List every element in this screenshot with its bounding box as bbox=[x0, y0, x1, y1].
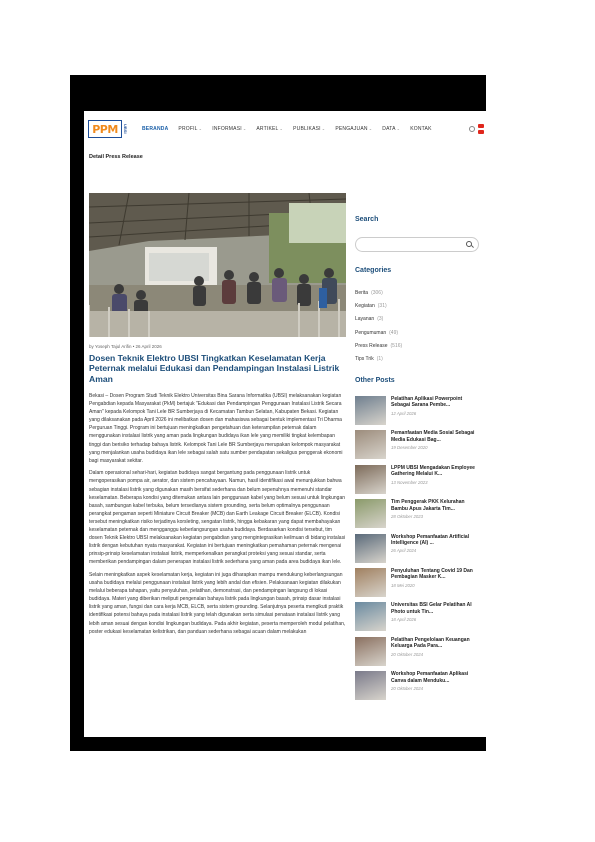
nav-item-label: DATA bbox=[382, 126, 396, 132]
main-nav bbox=[88, 117, 484, 141]
category-item[interactable] bbox=[355, 327, 479, 340]
search-icon[interactable] bbox=[466, 241, 472, 247]
category-count: (31) bbox=[377, 303, 387, 310]
category-item[interactable] bbox=[355, 300, 479, 313]
other-posts-title: Other Posts bbox=[355, 377, 395, 384]
category-name: Tips Trik bbox=[355, 355, 374, 362]
post-date: 28 Oktober 2023 bbox=[391, 513, 424, 519]
category-name: Layanan bbox=[355, 316, 375, 323]
post-thumbnail[interactable] bbox=[355, 499, 386, 528]
post-title[interactable]: LPPM UBSI Mengadakan Employee Gathering Melalui K... bbox=[391, 464, 475, 478]
category-count: (306) bbox=[371, 290, 383, 296]
post-title[interactable]: Pelatihan Pengelolaan Keuangan Keluarga Pada Para... bbox=[391, 636, 470, 650]
other-post-item[interactable] bbox=[355, 602, 481, 636]
post-info bbox=[391, 602, 481, 636]
logo-box bbox=[88, 120, 122, 138]
post-thumbnail[interactable] bbox=[355, 430, 386, 459]
post-date: 19 Desember 2020 bbox=[391, 445, 428, 451]
nav-item-label: PROFIL bbox=[178, 126, 198, 132]
category-name: Press Release bbox=[355, 342, 388, 349]
post-info bbox=[391, 568, 481, 602]
post-info bbox=[391, 534, 481, 568]
post-title[interactable]: Workshop Pemanfaatan Artificial Intelligence (AI) ... bbox=[391, 533, 470, 546]
article-paragraph: Bekasi – Dosen Program Studi Teknik Elektro Universitas Bina Sarana Informatika (UBSI) melaksanakan kegiatan Pengabdian kepada Masyarakat (PkM) bertajuk "Edukasi dan Pendampingan Penggunaan Instalasi Listrik Secara Aman" kepada Kelompok Tani Lele BR Sumberjaya di Kecamatan Tambun Selatan, Kabupaten Bekasi. Kegiatan yang dilaksanakan pada April 2026 ini melibatkan dosen dan mahasiswa sebagai bentuk implementasi Tri Dharma Perguruan Tinggi. Program ini bertujuan meningkatkan pengetahuan dan keterampilan peternak dalam menggunakan instalasi listrik yang aman pada lingkungan budidaya ikan lele yang memiliki tingkat kelembapan tinggi dan berisiko terhadap bahaya listrik. Kelompok Tani Lele BR Sumberjaya merupakan kelompok masyarakat yang menjalankan usaha budidaya ikan lele sebagai salah satu sumber pendapatan sekaligus penggerak ekonomi bagi masyarakat sekitar. bbox=[89, 393, 343, 464]
post-thumbnail[interactable] bbox=[355, 671, 386, 700]
post-info bbox=[391, 637, 481, 671]
post-title[interactable]: Pelatihan Aplikasi Powerpoint Sebagai Sarana Pembe... bbox=[391, 396, 463, 409]
youtube-icon[interactable] bbox=[478, 124, 484, 134]
search-title: Search bbox=[355, 216, 379, 223]
article-meta: by Yoseph Tajul Arifin • 26 April 2026 bbox=[89, 344, 162, 349]
post-date: 20 Oktober 2024 bbox=[391, 651, 424, 657]
post-date: 12 April 2026 bbox=[391, 410, 417, 416]
logo-sub: UBSI bbox=[123, 124, 128, 134]
post-date: 18 April 2026 bbox=[391, 617, 417, 623]
article-title: Dosen Teknik Elektro UBSI Tingkatkan Keselamatan Kerja Peternak melalui Edukasi dan Pendampingan Instalasi Listrik Aman bbox=[89, 353, 340, 384]
other-post-item[interactable] bbox=[355, 499, 481, 533]
post-thumbnail[interactable] bbox=[355, 534, 386, 563]
nav-item-profil[interactable] bbox=[178, 126, 202, 132]
nav-item-label: BERANDA bbox=[142, 126, 169, 132]
post-thumbnail[interactable] bbox=[355, 637, 386, 666]
menu bbox=[142, 126, 442, 132]
nav-item-artikel[interactable] bbox=[256, 126, 283, 132]
left-black-bar bbox=[70, 111, 84, 751]
search-icon[interactable] bbox=[469, 126, 475, 132]
chevron-down-icon: ⌄ bbox=[396, 126, 401, 131]
nav-icons bbox=[469, 124, 484, 134]
nav-item-label: INFORMASI bbox=[212, 126, 242, 132]
nav-item-publikasi[interactable] bbox=[293, 126, 325, 132]
category-count: (3) bbox=[377, 316, 384, 323]
site-logo[interactable] bbox=[88, 119, 134, 139]
post-date: 26 April 2024 bbox=[391, 548, 417, 554]
chevron-down-icon: ⌄ bbox=[321, 126, 326, 131]
post-info bbox=[391, 465, 481, 499]
post-info bbox=[391, 671, 481, 705]
article-body bbox=[89, 392, 346, 640]
category-count: (516) bbox=[390, 342, 403, 349]
logo-text: PPM bbox=[92, 122, 118, 136]
post-title[interactable]: Penyuluhan Tentang Covid 19 Dan Pembagian Masker K... bbox=[391, 567, 473, 581]
nav-item-label: ARTIKEL bbox=[256, 126, 279, 132]
nav-item-pengajuan[interactable] bbox=[335, 126, 372, 132]
post-info bbox=[391, 499, 481, 533]
category-name: Kegiatan bbox=[355, 303, 375, 310]
other-post-item[interactable] bbox=[355, 637, 481, 671]
nav-item-informasi[interactable] bbox=[212, 126, 246, 132]
category-count: (1) bbox=[376, 355, 383, 362]
article-paragraph: Dalam operasional sehari-hari, kegiatan budidaya sangat bergantung pada penggunaan listrik untuk mengoperasikan pompa air, aerator, dan sistem pencahayaan. Namun, hasil identifikasi awal menunjukkan bahwa sebagian instalasi listrik yang digunakan masih bersifat sederhana dan belum sepenuhnya memenuhi standar keselamatan. Beberapa kondisi yang ditemukan antara lain penggunaan kabel yang belum sesuai untuk lingkungan basah, sambungan kabel terbuka, belum tersedianya sistem grounding, serta belum optimalnya penggunaan perangkat pengaman seperti Miniature Circuit Breaker (MCB) dan Earth Leakage Circuit Breaker (ELCB). Kondisi tersebut meningkatkan risiko terjadinya korsleting, sengatan listrik, hingga kebakaran yang dapat membahayakan keselamatan peternak dan mengganggu keberlangsungan usaha budidaya. Berdasarkan kondisi tersebut, tim dosen Teknik Elektro UBSI melaksanakan kegiatan pengabdian yang mengintegrasikan keilmuan di bidang instalasi listrik dengan kebutuhan nyata masyarakat. Kegiatan ini bertujuan meningkatkan pemahaman peternak mengenai prinsip-prinsip keselamatan instalasi listrik, memperkenalkan perangkat proteksi yang sesuai standar, serta memberikan pendampingan dalam penerapan instalasi listrik sederhana yang aman pada area budidaya ikan lele. bbox=[89, 470, 346, 566]
category-item[interactable] bbox=[355, 353, 479, 366]
categories-title: Categories bbox=[355, 267, 392, 274]
category-name: Pengumuman bbox=[355, 329, 387, 336]
hero-photo bbox=[89, 193, 346, 337]
article-paragraph: Selain meningkatkan aspek keselamatan kerja, kegiatan ini juga diharapkan mampu mendukung keberlangsungan usaha budidaya melalui penggunaan instalasi listrik yang lebih andal dan efisien. Pelaksanaan kegiatan dilakukan melalui beberapa tahapan, yaitu penyuluhan, pelatihan, demonstrasi, dan pendampingan langsung di lokasi budidaya. Materi yang diberikan meliputi pengenalan bahaya listrik pada lingkungan basah, prinsip dasar instalasi listrik yang aman, fungsi dan cara kerja MCB, ELCB, serta sistem grounding. Selanjutnya peserta mengikuti praktik identifikasi potensi bahaya pada instalasi listrik yang telah digunakan serta simulasi penataan instalasi listrik yang lebih aman sesuai dengan kondisi lingkungan budidaya. Pada akhir kegiatan, peserta memperoleh modul pelatihan, poster edukasi keselamatan kelistrikan, dan panduan sederhana sebagai acuan dalam melakukan bbox=[89, 571, 346, 635]
other-post-item[interactable] bbox=[355, 465, 481, 499]
nav-item-label: PENGAJUAN bbox=[335, 126, 368, 132]
category-list bbox=[355, 287, 479, 366]
bottom-black-bar bbox=[70, 737, 486, 751]
post-title[interactable]: Universitas BSI Gelar Pelatihan AI Photo untuk Tin... bbox=[391, 602, 472, 615]
post-title[interactable]: Tim Penggerak PKK Kelurahan Bambu Apus Jakarta Tim... bbox=[391, 499, 465, 512]
search-input[interactable] bbox=[355, 237, 479, 252]
nav-item-data[interactable] bbox=[382, 126, 400, 132]
category-item[interactable] bbox=[355, 313, 479, 326]
post-thumbnail[interactable] bbox=[355, 602, 386, 631]
post-date: 20 Oktober 2024 bbox=[391, 685, 424, 691]
other-post-item[interactable] bbox=[355, 534, 481, 568]
category-name: Berita bbox=[355, 290, 369, 296]
post-info bbox=[391, 430, 481, 464]
nav-item-label: PUBLIKASI bbox=[293, 126, 321, 132]
category-item[interactable] bbox=[355, 287, 479, 300]
post-title[interactable]: Pemanfaatan Media Sosial Sebagai Media Edukasi Bag... bbox=[391, 430, 475, 443]
nav-item-beranda[interactable] bbox=[142, 126, 168, 132]
post-date: 13 November 2023 bbox=[391, 479, 428, 485]
nav-item-label: KONTAK bbox=[410, 126, 432, 132]
other-post-item[interactable] bbox=[355, 568, 481, 602]
chevron-down-icon: ⌄ bbox=[242, 126, 247, 131]
article-hero-image bbox=[89, 193, 346, 337]
other-post-item[interactable] bbox=[355, 430, 481, 464]
other-post-item[interactable] bbox=[355, 671, 481, 705]
category-count: (49) bbox=[389, 329, 399, 336]
breadcrumb: Detail Press Release bbox=[89, 154, 143, 160]
chevron-down-icon: ⌄ bbox=[279, 126, 284, 131]
category-item[interactable] bbox=[355, 340, 479, 353]
chevron-down-icon: ⌄ bbox=[368, 126, 373, 131]
chevron-down-icon: ⌄ bbox=[198, 126, 203, 131]
post-thumbnail[interactable] bbox=[355, 396, 386, 425]
post-thumbnail[interactable] bbox=[355, 465, 386, 494]
post-info bbox=[391, 396, 481, 430]
nav-item-kontak[interactable] bbox=[410, 126, 431, 132]
post-date: 18 Mei 2020 bbox=[391, 582, 415, 588]
post-thumbnail[interactable] bbox=[355, 568, 386, 597]
top-black-bar bbox=[70, 75, 486, 111]
post-title[interactable]: Workshop Pemanfaatan Aplikasi Canva dalam Menduku... bbox=[391, 671, 469, 684]
other-posts-list bbox=[355, 396, 481, 706]
page bbox=[84, 111, 486, 737]
other-post-item[interactable] bbox=[355, 396, 481, 430]
